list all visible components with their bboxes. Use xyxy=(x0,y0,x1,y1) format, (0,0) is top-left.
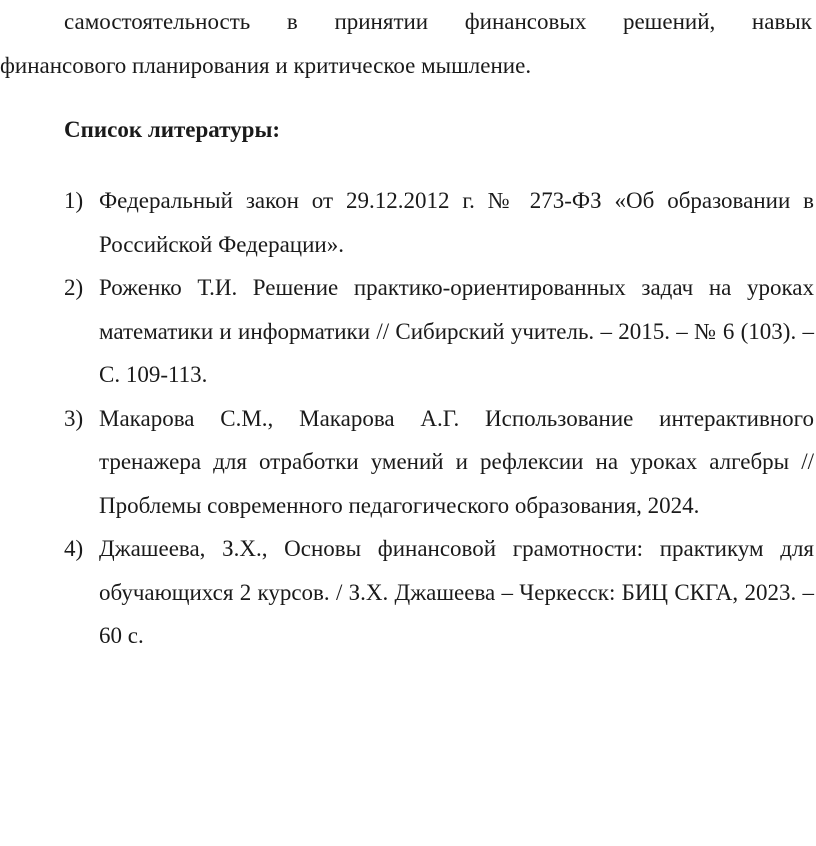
bibliography-item-number: 3) xyxy=(64,405,84,431)
bibliography-heading: Список литературы: xyxy=(64,117,281,142)
bibliography-item-number: 1) xyxy=(64,188,84,213)
bibliography-list xyxy=(64,179,814,658)
bibliography-item-text: Федеральный закон от 29.12.2012 г. № 273-ФЗ «Об образовании в Российской Федерации». xyxy=(99,188,814,257)
paragraph-word: в xyxy=(286,9,298,34)
paragraph-line-2: финансового планирования и критическое мышление. xyxy=(0,53,532,78)
bibliography-item-number: 2) xyxy=(64,275,84,300)
paragraph-word: принятии xyxy=(334,9,429,34)
bibliography-item-text: Джашеева, З.Х., Основы финансовой грамотности: практикум для обучающихся 2 курсов. / З.Х. Джашеева – Черкесск: БИЦ СКГА, 2023. – 60 с. xyxy=(99,536,814,648)
bibliography-item-number: 4) xyxy=(64,536,84,561)
bibliography-item xyxy=(64,266,814,397)
paragraph-word: навык xyxy=(751,9,812,34)
bibliography-item xyxy=(64,527,814,658)
bibliography-item-text: Макарова С.М., Макарова А.Г. Использование интерактивного тренажера для отработки умений и рефлексии на уроках алгебры // Проблемы современного педагогического образования, 2024. xyxy=(99,405,814,518)
paragraph-word: финансовых xyxy=(464,9,587,34)
paragraph-word: решений, xyxy=(622,9,716,34)
bibliography-item xyxy=(64,179,814,266)
bibliography-item-text: Роженко Т.И. Решение практико-ориентированных задач на уроках математики и информатики // Сибирский учитель. – 2015. – № 6 (103). – С. 109-113. xyxy=(99,275,814,387)
bibliography-item xyxy=(64,397,814,528)
paragraph-line-1 xyxy=(0,0,812,44)
paragraph-word: самостоятельность xyxy=(64,9,251,34)
continuation-paragraph xyxy=(0,0,812,88)
